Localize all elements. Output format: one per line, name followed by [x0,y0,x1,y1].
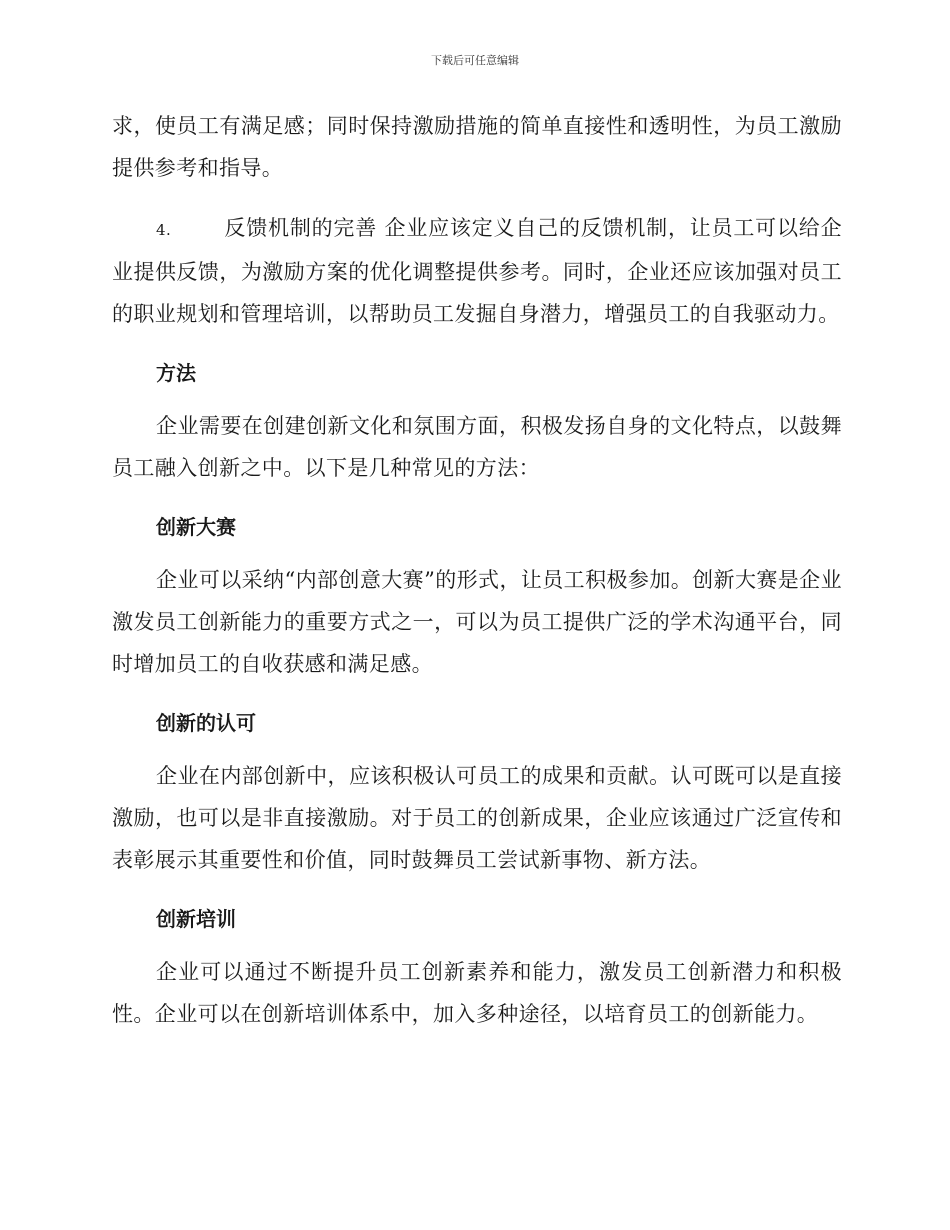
paragraph-contest: 企业可以采纳“内部创意大赛”的形式，让员工积极参加。创新大赛是企业激发员工创新能力的重要方式之一，可以为员工提供广泛的学术沟通平台，同时增加员工的自收获感和满足感。 [112,568,842,676]
section-heading-training: 创新培训 [156,907,236,931]
paragraph-training: 企业可以通过不断提升员工创新素养和能力，激发员工创新潜力和积极性。企业可以在创新培训体系中，加入多种途径，以培育员工的创新能力。 [112,960,842,1026]
page-header: 下载后可任意编辑 [431,54,519,67]
paragraph-recognition: 企业在内部创新中，应该积极认可员工的成果和贡献。认可既可以是直接激励，也可以是非直接激励。对于员工的创新成果，企业应该通过广泛宣传和表彰展示其重要性和价值，同时鼓舞员工尝试新事物、新方法。 [112,764,842,872]
section-heading-method: 方法 [156,361,196,385]
section-heading-recognition: 创新的认可 [156,711,256,735]
numbered-item-4 [112,207,842,335]
document-body [112,105,842,1035]
paragraph-method: 企业需要在创建创新文化和氛围方面，积极发扬自身的文化特点，以鼓舞员工融入创新之中。以下是几种常见的方法： [112,414,842,480]
item-number: 4. [156,221,172,239]
item-text: 反馈机制的完善 企业应该定义自己的反馈机制，让员工可以给企业提供反馈，为激励方案的优化调整提供参考。同时，企业还应该加强对员工的职业规划和管理培训，以帮助员工发掘自身潜力，增强员工的自我驱动力。 [112,216,842,326]
paragraph-continuation: 求，使员工有满足感；同时保持激励措施的简单直接性和透明性，为员工激励提供参考和指导。 [112,114,842,180]
section-heading-contest: 创新大赛 [156,515,236,539]
